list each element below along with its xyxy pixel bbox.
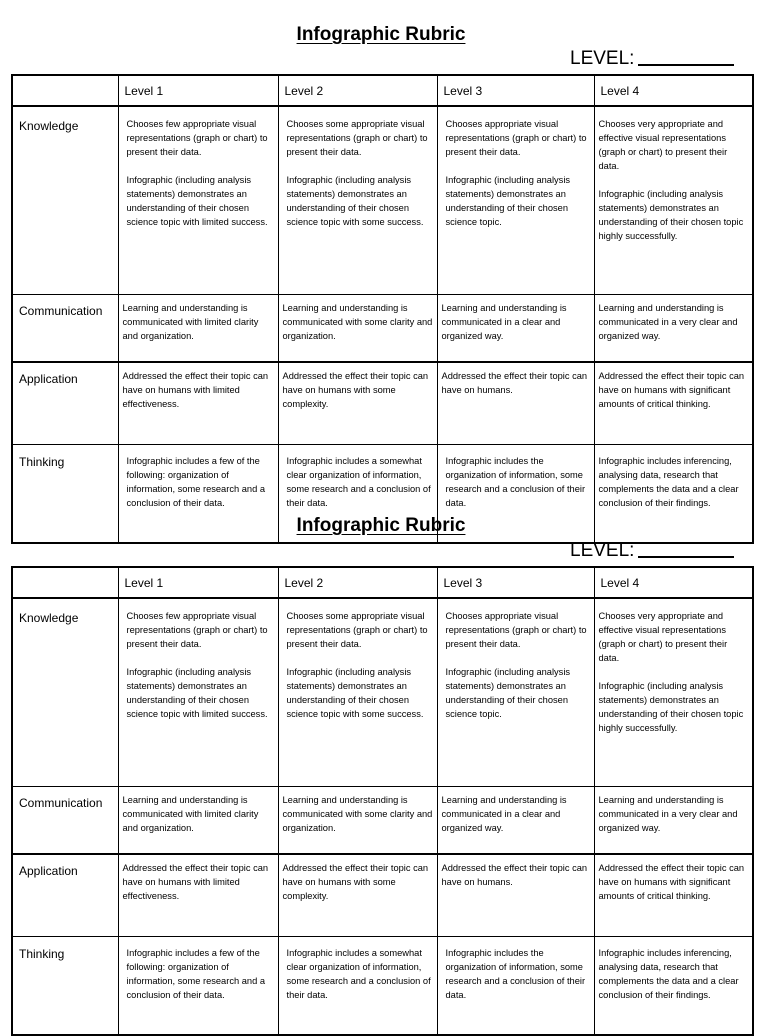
- criteria-cell-level-2: [278, 295, 437, 363]
- criteria-cell-level-3: [437, 598, 594, 787]
- criteria-text: Chooses very appropriate and effective visual representations (graph or chart) to present their data.: [598, 611, 728, 663]
- header-row: [12, 75, 753, 106]
- row-label: Communication: [12, 295, 118, 363]
- row-knowledge: [12, 106, 753, 295]
- criteria-text: Infographic (including analysis statements) demonstrates an understanding of their chosen science topic with some success.: [286, 175, 424, 227]
- criteria-cell-level-3: [437, 295, 594, 363]
- rubric-table: [11, 74, 754, 544]
- criteria-text: Infographic includes the organization of information, some research and a conclusion of their data.: [445, 948, 586, 1000]
- criteria-cell-level-4: [594, 106, 753, 295]
- criteria-text: Learning and understanding is communicated in a very clear and organized way.: [598, 303, 738, 341]
- criteria-cell-level-4: [594, 598, 753, 787]
- level-label: LEVEL:: [570, 540, 635, 561]
- criteria-text: Chooses very appropriate and effective visual representations (graph or chart) to present their data.: [598, 119, 728, 171]
- criteria-text: Chooses appropriate visual representations (graph or chart) to present their data.: [445, 119, 587, 157]
- criteria-text: Infographic (including analysis statements) demonstrates an understanding of their chosen science topic.: [445, 175, 571, 227]
- criteria-text: Learning and understanding is communicated with limited clarity and organization.: [122, 303, 259, 341]
- criteria-text: Infographic (including analysis statements) demonstrates an understanding of their chosen science topic with limited success.: [126, 667, 268, 719]
- criteria-text: Learning and understanding is communicated in a clear and organized way.: [441, 303, 567, 341]
- criteria-cell-level-4: [594, 787, 753, 855]
- criteria-text: Chooses few appropriate visual representations (graph or chart) to present their data.: [126, 611, 268, 649]
- row-label: Knowledge: [12, 598, 118, 787]
- row-label: Communication: [12, 787, 118, 855]
- header-level-3: Level 3: [437, 75, 594, 106]
- header-level-4: Level 4: [594, 75, 753, 106]
- criteria-cell-level-2: [278, 787, 437, 855]
- header-level-2: Level 2: [278, 567, 437, 598]
- criteria-cell-level-4: [594, 937, 753, 1036]
- criteria-text: Infographic (including analysis statements) demonstrates an understanding of their chosen topic highly successfully.: [598, 189, 744, 241]
- criteria-text: Infographic (including analysis statements) demonstrates an understanding of their chosen science topic with limited success.: [126, 175, 268, 227]
- criteria-text: Addressed the effect their topic can have on humans.: [441, 863, 588, 887]
- criteria-cell-level-1: [118, 362, 278, 445]
- criteria-text: Addressed the effect their topic can have on humans with limited effectiveness.: [122, 371, 269, 409]
- header-row: [12, 567, 753, 598]
- criteria-cell-level-1: [118, 106, 278, 295]
- criteria-cell-level-1: [118, 598, 278, 787]
- criteria-cell-level-1: [118, 295, 278, 363]
- header-level-3: Level 3: [437, 567, 594, 598]
- level-field: [570, 48, 734, 70]
- level-blank-line[interactable]: [638, 540, 734, 558]
- criteria-text: Addressed the effect their topic can have on humans.: [441, 371, 588, 395]
- criteria-text: Infographic includes a few of the following: organization of information, some research and a conclusion of their data.: [126, 456, 265, 508]
- header-level-2: Level 2: [278, 75, 437, 106]
- criteria-text: Infographic includes a somewhat clear organization of information, some research and a conclusion of their data.: [286, 948, 431, 1000]
- criteria-text: Learning and understanding is communicated with limited clarity and organization.: [122, 795, 259, 833]
- row-application: [12, 362, 753, 445]
- criteria-cell-level-4: [594, 362, 753, 445]
- criteria-cell-level-2: [278, 937, 437, 1036]
- rubric-title: Infographic Rubric: [296, 515, 466, 536]
- row-label: Application: [12, 362, 118, 445]
- header-level-1: Level 1: [118, 75, 278, 106]
- criteria-cell-level-2: [278, 598, 437, 787]
- criteria-cell-level-2: [278, 106, 437, 295]
- criteria-text: Infographic includes a somewhat clear organization of information, some research and a conclusion of their data.: [286, 456, 431, 508]
- row-communication: [12, 295, 753, 363]
- criteria-cell-level-3: [437, 854, 594, 937]
- row-knowledge: [12, 598, 753, 787]
- criteria-text: Learning and understanding is communicated in a clear and organized way.: [441, 795, 567, 833]
- rubric-table: [11, 566, 754, 1036]
- criteria-cell-level-3: [437, 106, 594, 295]
- row-communication: [12, 787, 753, 855]
- criteria-cell-level-1: [118, 787, 278, 855]
- header-level-4: Level 4: [594, 567, 753, 598]
- criteria-text: Chooses some appropriate visual representations (graph or chart) to present their data.: [286, 119, 428, 157]
- criteria-cell-level-2: [278, 854, 437, 937]
- header-corner: [12, 567, 118, 598]
- criteria-cell-level-1: [118, 854, 278, 937]
- row-thinking: [12, 937, 753, 1036]
- criteria-text: Addressed the effect their topic can have on humans with limited effectiveness.: [122, 863, 269, 901]
- criteria-cell-level-4: [594, 854, 753, 937]
- criteria-text: Learning and understanding is communicated in a very clear and organized way.: [598, 795, 738, 833]
- criteria-text: Infographic includes inferencing, analysing data, research that complements the data and a clear conclusion of their findings.: [598, 948, 739, 1000]
- criteria-text: Infographic (including analysis statements) demonstrates an understanding of their chosen topic highly successfully.: [598, 681, 744, 733]
- level-label: LEVEL:: [570, 48, 635, 69]
- criteria-text: Addressed the effect their topic can have on humans with significant amounts of critical thinking.: [598, 863, 745, 901]
- rubric-title: Infographic Rubric: [296, 24, 466, 45]
- row-label: Thinking: [12, 937, 118, 1036]
- criteria-text: Chooses some appropriate visual representations (graph or chart) to present their data.: [286, 611, 428, 649]
- criteria-cell-level-3: [437, 787, 594, 855]
- criteria-cell-level-3: [437, 362, 594, 445]
- header-corner: [12, 75, 118, 106]
- row-application: [12, 854, 753, 937]
- criteria-text: Infographic (including analysis statements) demonstrates an understanding of their chosen science topic with some success.: [286, 667, 424, 719]
- row-label: Application: [12, 854, 118, 937]
- criteria-text: Learning and understanding is communicated with some clarity and organization.: [282, 303, 433, 341]
- criteria-text: Infographic includes a few of the following: organization of information, some research and a conclusion of their data.: [126, 948, 265, 1000]
- level-blank-line[interactable]: [638, 48, 734, 66]
- criteria-text: Addressed the effect their topic can have on humans with some complexity.: [282, 863, 429, 901]
- criteria-text: Chooses appropriate visual representations (graph or chart) to present their data.: [445, 611, 587, 649]
- criteria-text: Learning and understanding is communicated with some clarity and organization.: [282, 795, 433, 833]
- criteria-text: Chooses few appropriate visual representations (graph or chart) to present their data.: [126, 119, 268, 157]
- criteria-text: Infographic includes the organization of information, some research and a conclusion of their data.: [445, 456, 586, 508]
- criteria-text: Infographic includes inferencing, analysing data, research that complements the data and a clear conclusion of their findings.: [598, 456, 739, 508]
- row-label: Thinking: [12, 445, 118, 544]
- level-field: [570, 540, 734, 562]
- criteria-cell-level-1: [118, 937, 278, 1036]
- criteria-cell-level-3: [437, 937, 594, 1036]
- criteria-cell-level-4: [594, 295, 753, 363]
- criteria-text: Addressed the effect their topic can have on humans with significant amounts of critical thinking.: [598, 371, 745, 409]
- row-label: Knowledge: [12, 106, 118, 295]
- criteria-text: Infographic (including analysis statements) demonstrates an understanding of their chosen science topic.: [445, 667, 571, 719]
- criteria-text: Addressed the effect their topic can have on humans with some complexity.: [282, 371, 429, 409]
- criteria-cell-level-2: [278, 362, 437, 445]
- header-level-1: Level 1: [118, 567, 278, 598]
